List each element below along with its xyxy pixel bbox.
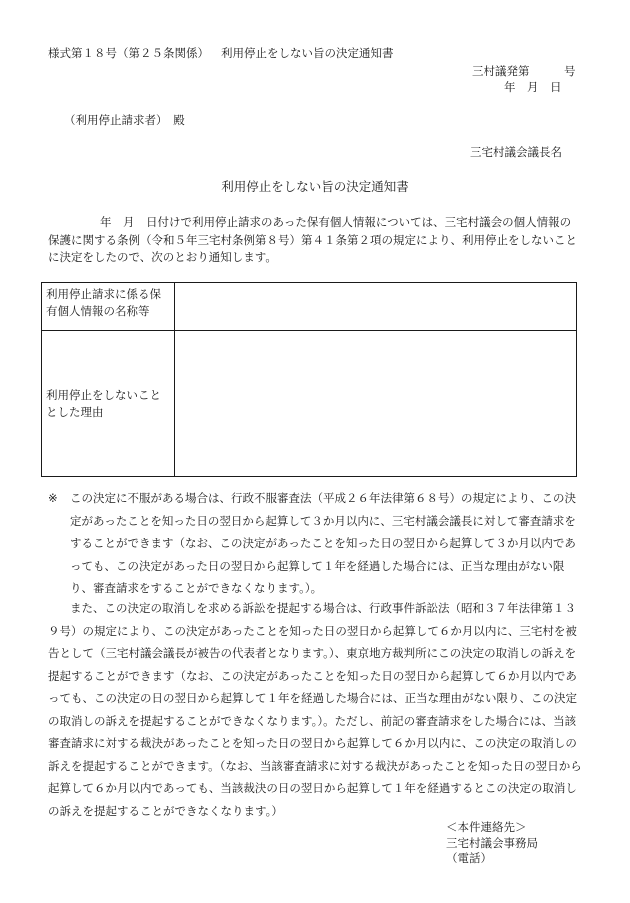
row-label-info-name: 利用停止請求に係る保有個人情報の名称等: [42, 283, 175, 331]
sender-name: 三宅村議会議長名: [470, 145, 562, 159]
info-table: [41, 282, 577, 477]
contact-phone: （電話）: [446, 851, 492, 865]
row-value-reason: [175, 331, 577, 477]
row-value-info-name: [175, 283, 577, 331]
form-number: 様式第１８号（第２５条関係）: [48, 46, 209, 60]
table-row: [42, 331, 577, 477]
lawsuit-note-text: また、この決定の取消しを求める訴訟を提起する場合は、行政事件訴訟法（昭和３７年法律第１３９号）の規定により、この決定があったことを知った日の翌日から起算して６か月以内に、三宅村を被告として（三宅村議会議長が被告の代表者となります。）、東京地方裁判所にこの決定の取消しの訴えを提起することができます（なお、この決定があったことを知った日の翌日から起算して６か月以内であっても、この決定の日の翌日から起算して１年を経過した場合には、正当な理由がない限り、この決定の取消しの訴えを提起することができなくなります。）。ただし、前記の審査請求をした場合には、当該審査請求に対する裁決があったことを知った日の翌日から起算して６か月以内に、この決定の取消しの訴えを提起することができます。（なお、当該審査請求に対する裁決があったことを知った日の翌日から起算して６か月以内であっても、当該裁決の日の翌日から起算して１年を経過するとこの決定の取消しの訴えを提起することができなくなります。）: [48, 601, 582, 818]
document-date: 年 月 日: [504, 80, 562, 94]
contact-office: 三宅村議会事務局: [446, 835, 538, 850]
table-row: [42, 283, 577, 331]
contact-block: [446, 820, 538, 867]
form-title: 利用停止をしない旨の決定通知書: [221, 46, 394, 60]
appeal-note-text: この決定に不服がある場合は、行政不服審査法（平成２６年法律第６８号）の規定により、この決定があったことを知った日の翌日から起算して３か月以内に、三宅村議会議長に対して審査請求をすることができます（なお、この決定があったことを知った日の翌日から起算して３か月以内であっても、この決定があった日の翌日から起算して１年を経過した場合には、正当な理由がない限り、審査請求をすることができなくなります。）。: [70, 491, 576, 595]
form-header: [48, 48, 394, 60]
appeal-note: [48, 487, 582, 600]
row-label-reason: 利用停止をしないこととした理由: [42, 331, 175, 477]
contact-heading: ＜本件連絡先＞: [446, 820, 527, 834]
addressee: （利用停止請求者） 殿: [64, 113, 185, 127]
note-mark: ※: [48, 491, 58, 505]
lawsuit-note: [48, 597, 582, 822]
document-title: 利用停止をしない旨の決定通知書: [221, 179, 409, 194]
document-number: 三村議発第 号: [472, 64, 576, 78]
body-paragraph: 年 月 日付けで利用停止請求のあった保有個人情報については、三宅村議会の個人情報の保護に関する条例（令和５年三宅村条例第８号）第４１条第２項の規定により、利用停止をしないことに決定をしたので、次のとおり通知します。: [48, 215, 577, 264]
